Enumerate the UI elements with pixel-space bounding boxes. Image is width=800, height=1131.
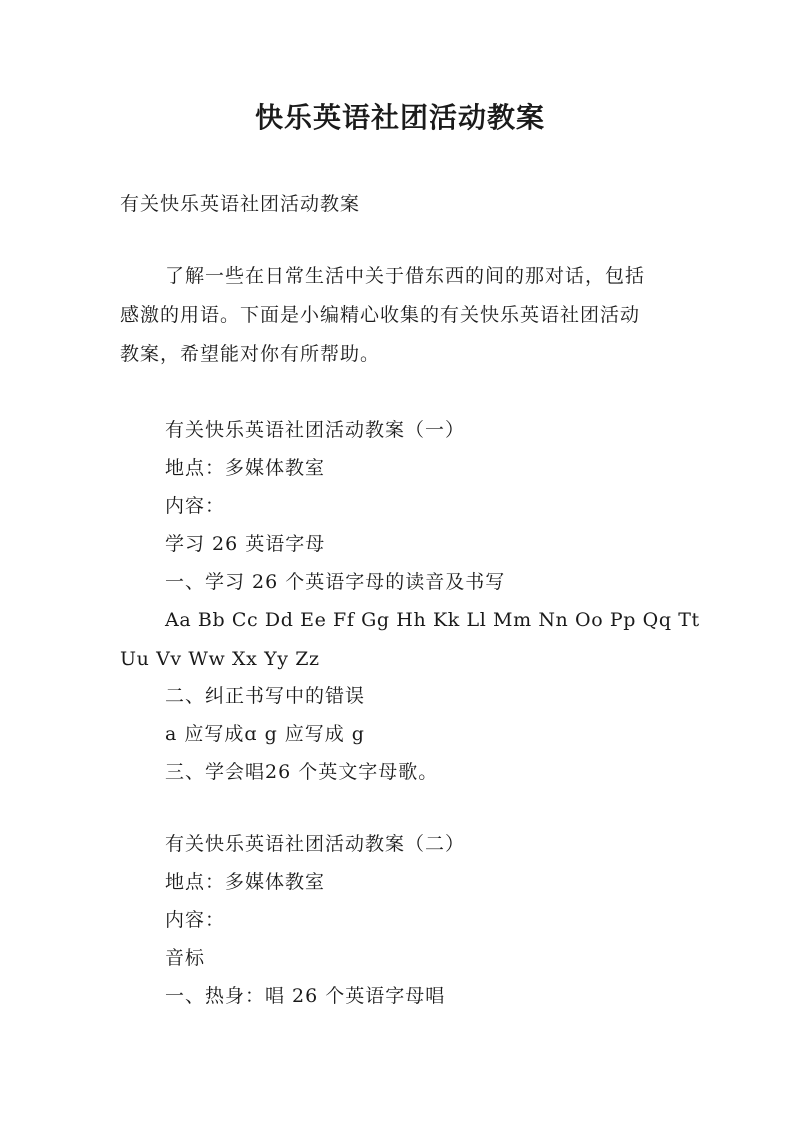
document-title: 快乐英语社团活动教案	[254, 101, 545, 134]
intro-line-2: 感激的用语。下面是小编精心收集的有关快乐英语社团活动	[120, 304, 641, 326]
section2-location: 地点：多媒体教室	[165, 871, 326, 893]
intro-line-3: 教案，希望能对你有所帮助。	[120, 343, 381, 365]
section2-content-label: 内容：	[165, 909, 226, 931]
section2-topic: 音标	[165, 947, 206, 969]
section1-content-label: 内容：	[165, 495, 226, 517]
section1-topic: 学习 26 英语字母	[165, 533, 326, 555]
section1-location: 地点：多媒体教室	[165, 457, 326, 479]
section1-step3: 三、学会唱26 个英文字母歌。	[165, 761, 439, 783]
section1-correction: a 应写成ɑ g 应写成 g	[165, 723, 365, 745]
section2-step1: 一、热身：唱 26 个英语字母唱	[165, 985, 446, 1007]
intro-line-1: 了解一些在日常生活中关于借东西的间的那对话，包括	[165, 265, 646, 287]
section1-letters-line-2: Uu Vv Ww Xx Yy Zz	[120, 648, 320, 670]
section1-step2: 二、纠正书写中的错误	[165, 685, 366, 707]
section1-step1: 一、学习 26 个英语字母的读音及书写	[165, 571, 506, 593]
section1-letters-line-1: Aa Bb Cc Dd Ee Ff Gg Hh Kk Ll Mm Nn Oo Pp Qq Tt	[165, 609, 700, 631]
section1-heading: 有关快乐英语社团活动教案（一）	[165, 419, 466, 441]
section2-heading: 有关快乐英语社团活动教案（二）	[165, 833, 466, 855]
document-subtitle: 有关快乐英语社团活动教案	[120, 193, 361, 215]
